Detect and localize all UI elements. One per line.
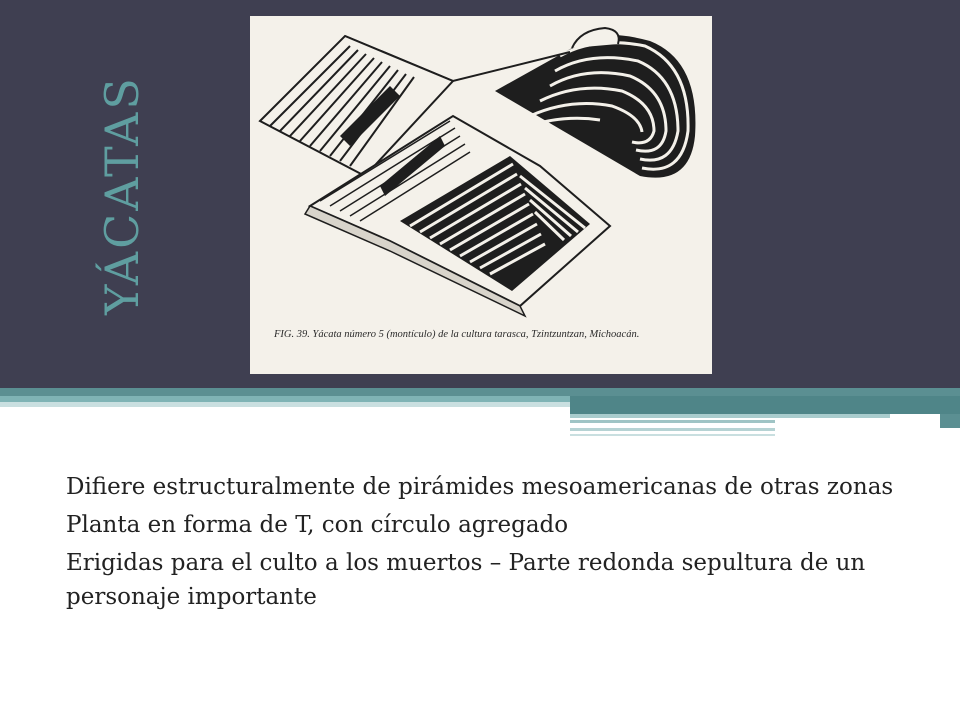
round-platform <box>495 28 695 178</box>
pyramid-illustration <box>250 16 712 374</box>
yacata-figure <box>250 16 712 374</box>
bullet-item: Difiere estructuralmente de pirámides mesoamericanas de otras zonas <box>66 474 894 500</box>
figure-caption: FIG. 39. Yácata número 5 (montículo) de la cultura tarasca, Tzintzuntzan, Michoacán. <box>274 329 640 340</box>
bullet-item: Planta en forma de T, con círculo agregado <box>66 512 569 538</box>
decorative-stripes <box>0 388 960 448</box>
bullet-list <box>66 470 906 618</box>
slide-title: YÁCATAS <box>95 75 149 315</box>
bullet-item: Erigidas para el culto a los muertos – Parte redonda sepultura de un personaje importante <box>66 550 866 610</box>
